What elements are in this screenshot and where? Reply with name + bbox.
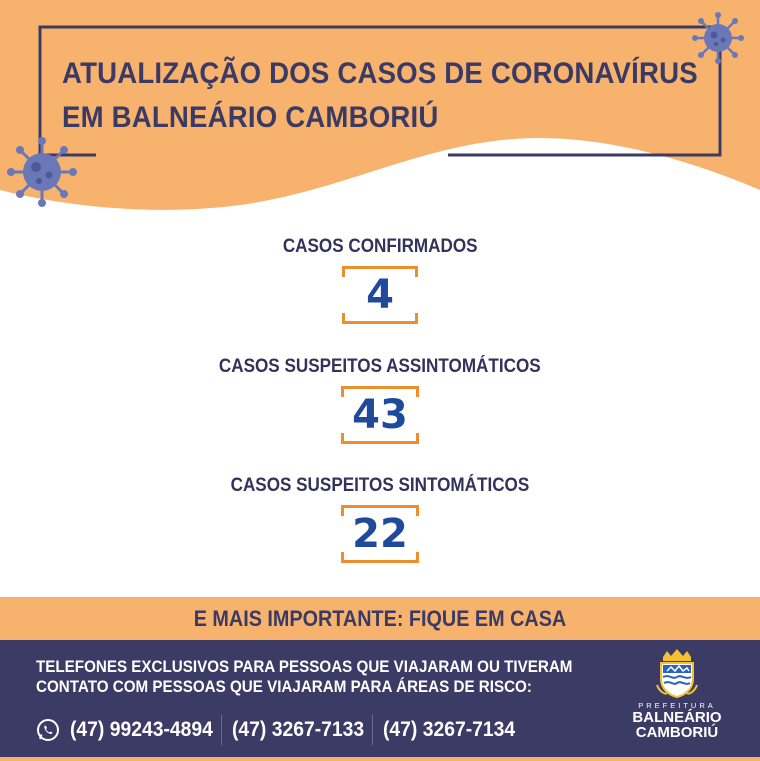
phone-number-3[interactable]: (47) 3267-7134 <box>382 718 516 741</box>
stat-confirmed <box>0 236 760 324</box>
phone-number-1[interactable]: (47) 99243-4894 <box>70 718 213 741</box>
stat-box <box>342 266 418 324</box>
whatsapp-icon <box>36 718 60 742</box>
bottom-strip <box>0 757 760 761</box>
footer-line-1: TELEFONES EXCLUSIVOS PARA PESSOAS QUE VIAJARAM OU TIVERAM <box>36 658 573 676</box>
stat-box <box>341 386 419 444</box>
prefeitura-logo <box>622 647 732 757</box>
phone-list <box>36 712 527 748</box>
separator <box>372 715 373 745</box>
stay-home-text <box>0 597 760 640</box>
title-line-2: EM BALNEÁRIO CAMBORIÚ <box>62 101 439 134</box>
stat-asymptomatic <box>0 356 760 444</box>
stat-label: CASOS SUSPEITOS ASSINTOMÁTICOS <box>219 356 541 377</box>
stat-label: CASOS SUSPEITOS SINTOMÁTICOS <box>230 475 530 496</box>
banner-text: E MAIS IMPORTANTE: FIQUE EM CASA <box>193 606 567 631</box>
footer-description <box>36 657 572 697</box>
separator <box>221 715 222 745</box>
virus-icon-top-right <box>692 12 744 64</box>
stat-value: 4 <box>366 272 394 318</box>
stat-label: CASOS CONFIRMADOS <box>282 236 478 257</box>
virus-icon-left <box>7 137 77 207</box>
stat-box <box>341 505 419 563</box>
logo-line-2: CAMBORIÚ <box>635 724 719 741</box>
footer-line-2: CONTATO COM PESSOAS QUE VIAJARAM PARA ÁREAS DE RISCO: <box>36 678 532 696</box>
phone-number-2[interactable]: (47) 3267-7133 <box>232 718 365 741</box>
title-line-1: ATUALIZAÇÃO DOS CASOS DE CORONAVÍRUS <box>62 57 698 90</box>
logo-line-1: BALNEÁRIO <box>632 709 722 726</box>
stat-value: 43 <box>352 392 408 438</box>
city-crest-icon <box>653 647 701 699</box>
page-title <box>62 52 698 140</box>
stat-symptomatic <box>0 475 760 563</box>
stat-value: 22 <box>352 511 408 557</box>
logo-prefeitura: PREFEITURA <box>638 701 716 710</box>
